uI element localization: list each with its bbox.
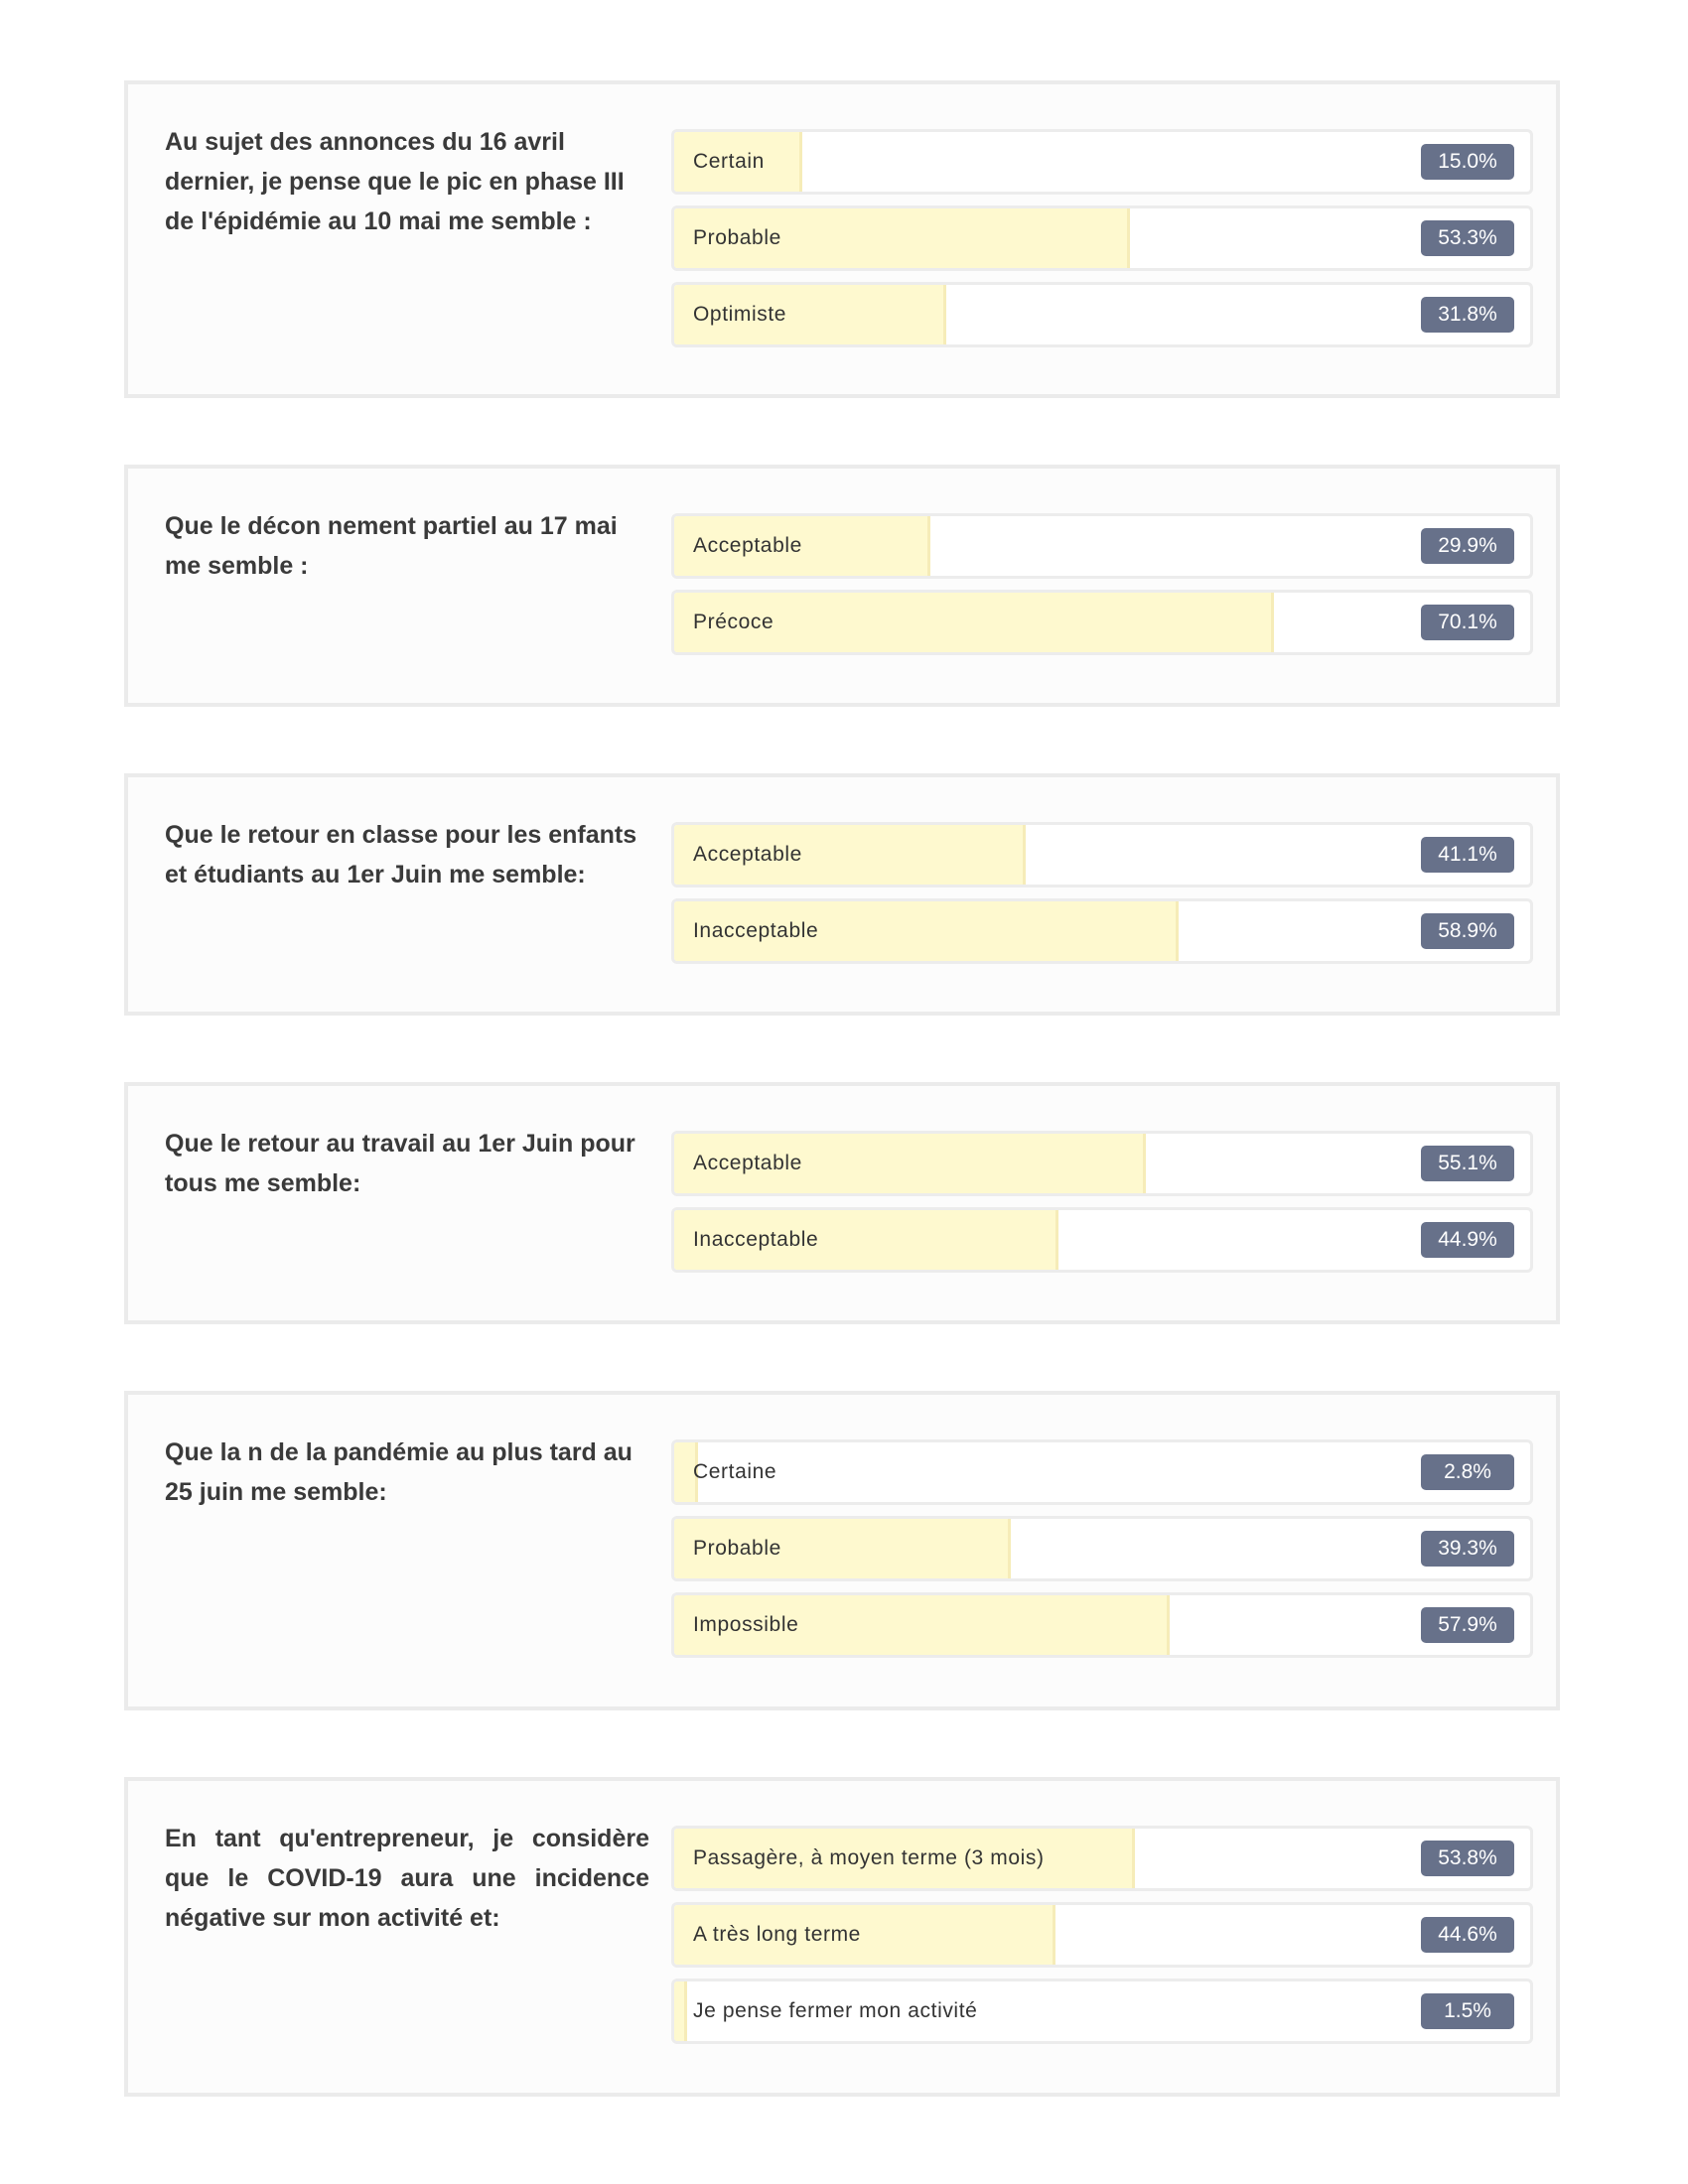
survey-question-card [124, 1777, 1560, 2097]
answer-option-bar [671, 1131, 1533, 1196]
percentage-badge: 1.5% [1421, 1993, 1514, 2029]
survey-question-card [124, 773, 1560, 1016]
answer-option-bar [671, 1439, 1533, 1505]
percentage-badge: 39.3% [1421, 1531, 1514, 1567]
answer-option-bar [671, 1979, 1533, 2044]
percentage-badge: 70.1% [1421, 605, 1514, 640]
answer-option-bar [671, 205, 1533, 271]
survey-question-card [124, 1391, 1560, 1710]
survey-question-card [124, 465, 1560, 707]
answer-options [671, 129, 1533, 358]
percentage-badge: 31.8% [1421, 297, 1514, 333]
answer-option-bar [671, 282, 1533, 347]
question-text: Que la n de la pandémie au plus tard au 25 juin me semble: [165, 1438, 633, 1506]
answer-option-bar [671, 513, 1533, 579]
answer-options [671, 822, 1533, 975]
percentage-badge: 53.3% [1421, 220, 1514, 256]
question-text: En tant qu'entrepreneur, je considère que le COVID-19 aura une incidence négative sur mon activité et: [165, 1825, 649, 1932]
answer-label: Précoce [693, 611, 774, 633]
percentage-badge: 15.0% [1421, 144, 1514, 180]
answer-label: Acceptable [693, 843, 802, 866]
answer-label: Impossible [693, 1613, 799, 1636]
percentage-badge: 44.9% [1421, 1222, 1514, 1258]
answer-option-bar [671, 898, 1533, 964]
answer-option-bar [671, 1207, 1533, 1273]
answer-option-bar [671, 1902, 1533, 1968]
answer-label: Passagère, à moyen terme (3 mois) [693, 1846, 1045, 1869]
answer-option-bar [671, 1592, 1533, 1658]
answer-option-bar [671, 1826, 1533, 1891]
answer-label: Certain [693, 150, 765, 173]
percentage-badge: 57.9% [1421, 1607, 1514, 1643]
percentage-badge: 41.1% [1421, 837, 1514, 873]
answer-label: Inacceptable [693, 919, 819, 942]
survey-question-card [124, 1082, 1560, 1324]
answer-options [671, 1131, 1533, 1284]
survey-question-card [124, 80, 1560, 398]
answer-label: Inacceptable [693, 1228, 819, 1251]
answer-label: Acceptable [693, 1152, 802, 1174]
question-text: Au sujet des annonces du 16 avril dernier, je pense que le pic en phase III de l'épidémie au 10 mai me semble : [165, 128, 625, 235]
percentage-badge: 44.6% [1421, 1917, 1514, 1953]
answer-options [671, 513, 1533, 666]
question-text: Que le retour en classe pour les enfants et étudiants au 1er Juin me semble: [165, 821, 637, 888]
percentage-badge: 58.9% [1421, 913, 1514, 949]
question-text: Que le retour au travail au 1er Juin pour tous me semble: [165, 1130, 635, 1197]
answer-options [671, 1439, 1533, 1669]
answer-label: Certaine [693, 1460, 777, 1483]
answer-label: A très long terme [693, 1923, 861, 1946]
answer-option-bar [671, 822, 1533, 887]
percentage-badge: 29.9% [1421, 528, 1514, 564]
answer-option-bar [671, 590, 1533, 655]
answer-label: Probable [693, 226, 781, 249]
answer-label: Optimiste [693, 303, 787, 326]
answer-options [671, 1826, 1533, 2055]
answer-label: Probable [693, 1537, 781, 1560]
answer-label: Je pense fermer mon activité [693, 1999, 978, 2022]
answer-label: Acceptable [693, 534, 802, 557]
percentage-badge: 2.8% [1421, 1454, 1514, 1490]
question-text: Que le décon nement partiel au 17 mai me semble : [165, 512, 618, 580]
answer-option-bar [671, 129, 1533, 195]
percentage-badge: 55.1% [1421, 1146, 1514, 1181]
percentage-badge: 53.8% [1421, 1841, 1514, 1876]
answer-percentage-fill [674, 1981, 687, 2041]
answer-option-bar [671, 1516, 1533, 1581]
